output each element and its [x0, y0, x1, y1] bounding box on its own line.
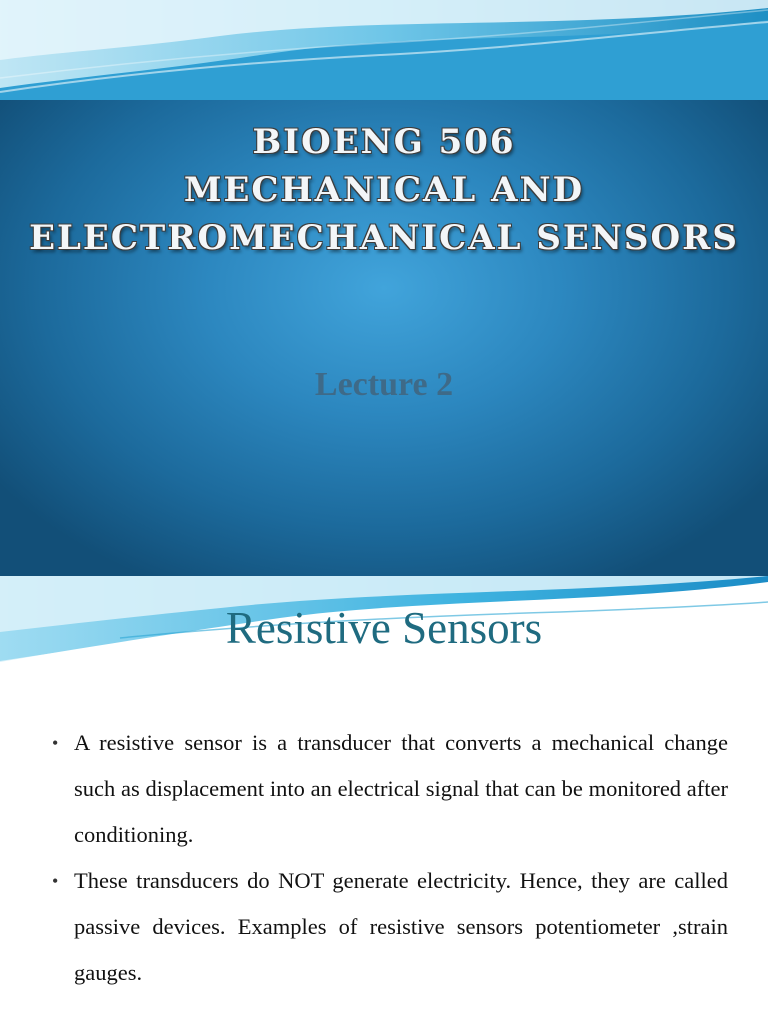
course-code: BIOENG 506 [252, 122, 516, 162]
bullet-text: A resistive sensor is a transducer that converts a mechanical change such as displacement into an electrical signal that can be monitored after conditioning. [74, 730, 728, 847]
wave-decoration [0, 0, 768, 100]
bullet-icon: • [52, 733, 59, 753]
bullet-list [50, 720, 728, 996]
bullet-icon: • [52, 871, 59, 891]
slide-subtitle: Lecture 2 [314, 366, 454, 403]
list-item [50, 720, 728, 858]
slide-title [0, 118, 768, 262]
bullet-text: These transducers do NOT generate electricity. Hence, they are called passive devices. Examples of resistive sensors potentiometer ,strain gauges. [74, 868, 728, 985]
title-line-1: MECHANICAL AND [183, 170, 585, 210]
list-item [50, 858, 728, 996]
content-slide [0, 576, 768, 1024]
title-line-2: ELECTROMECHANICAL SENSORS [29, 218, 739, 258]
slide-heading: Resistive Sensors [225, 603, 543, 653]
